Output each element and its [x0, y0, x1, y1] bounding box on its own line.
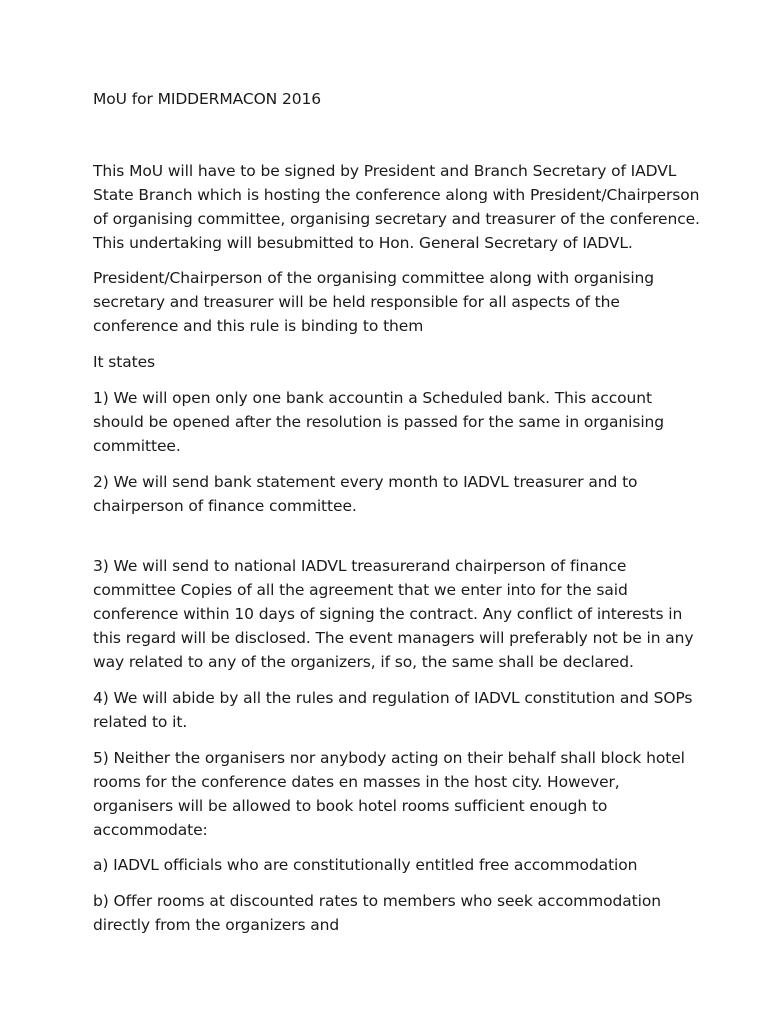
text-line: This MoU will have to be signed by President and Branch Secretary of IADVL	[93, 162, 677, 180]
clause-5	[93, 746, 693, 842]
clause-3	[93, 554, 693, 674]
text-line: committee.	[93, 437, 181, 455]
text-line: secretary and treasurer will be held responsible for all aspects of the	[93, 293, 620, 311]
text-line: should be opened after the resolution is passed for the same in organising	[93, 413, 664, 431]
document-title: MoU for MIDDERMACON 2016	[93, 90, 322, 108]
text-line: 4) We will abide by all the rules and regulation of IADVL constitution and SOPs	[93, 689, 693, 707]
text-line: accommodate:	[93, 821, 208, 839]
text-line: 2) We will send bank statement every month to IADVL treasurer and to	[93, 473, 638, 491]
text-line: It states	[93, 353, 156, 371]
text-line: rooms for the conference dates en masses in the host city. However,	[93, 773, 620, 791]
text-line: 5) Neither the organisers nor anybody acting on their behalf shall block hotel	[93, 749, 685, 767]
text-line: chairperson of finance committee.	[93, 497, 357, 515]
text-line: directly from the organizers and	[93, 916, 340, 934]
clause-1	[93, 386, 693, 458]
text-line: a) IADVL officials who are constitutionally entitled free accommodation	[93, 856, 638, 874]
clause-2	[93, 470, 693, 518]
text-line: of organising committee, organising secretary and treasurer of the conference.	[93, 210, 700, 228]
clause-5b	[93, 889, 693, 937]
text-line: this regard will be disclosed. The event managers will preferably not be in any	[93, 629, 694, 647]
clause-4	[93, 686, 693, 734]
text-line: 3) We will send to national IADVL treasurerand chairperson of finance	[93, 557, 627, 575]
text-line: conference and this rule is binding to them	[93, 317, 424, 335]
paragraph-responsibility	[93, 266, 693, 338]
text-line: way related to any of the organizers, if so, the same shall be declared.	[93, 653, 634, 671]
text-line: committee Copies of all the agreement that we enter into for the said	[93, 581, 628, 599]
text-line: conference within 10 days of signing the contract. Any conflict of interests in	[93, 605, 683, 623]
text-line: President/Chairperson of the organising committee along with organising	[93, 269, 655, 287]
text-line: State Branch which is hosting the conference along with President/Chairperson	[93, 186, 700, 204]
paragraph-it-states	[93, 350, 693, 374]
text-line: related to it.	[93, 713, 188, 731]
text-line: 1) We will open only one bank accountin a Scheduled bank. This account	[93, 389, 652, 407]
text-line: This undertaking will besubmitted to Hon. General Secretary of IADVL.	[93, 234, 633, 252]
text-line: organisers will be allowed to book hotel rooms sufficient enough to	[93, 797, 608, 815]
text-line: b) Offer rooms at discounted rates to members who seek accommodation	[93, 892, 661, 910]
clause-5a	[93, 853, 693, 877]
paragraph-intro	[93, 159, 700, 255]
